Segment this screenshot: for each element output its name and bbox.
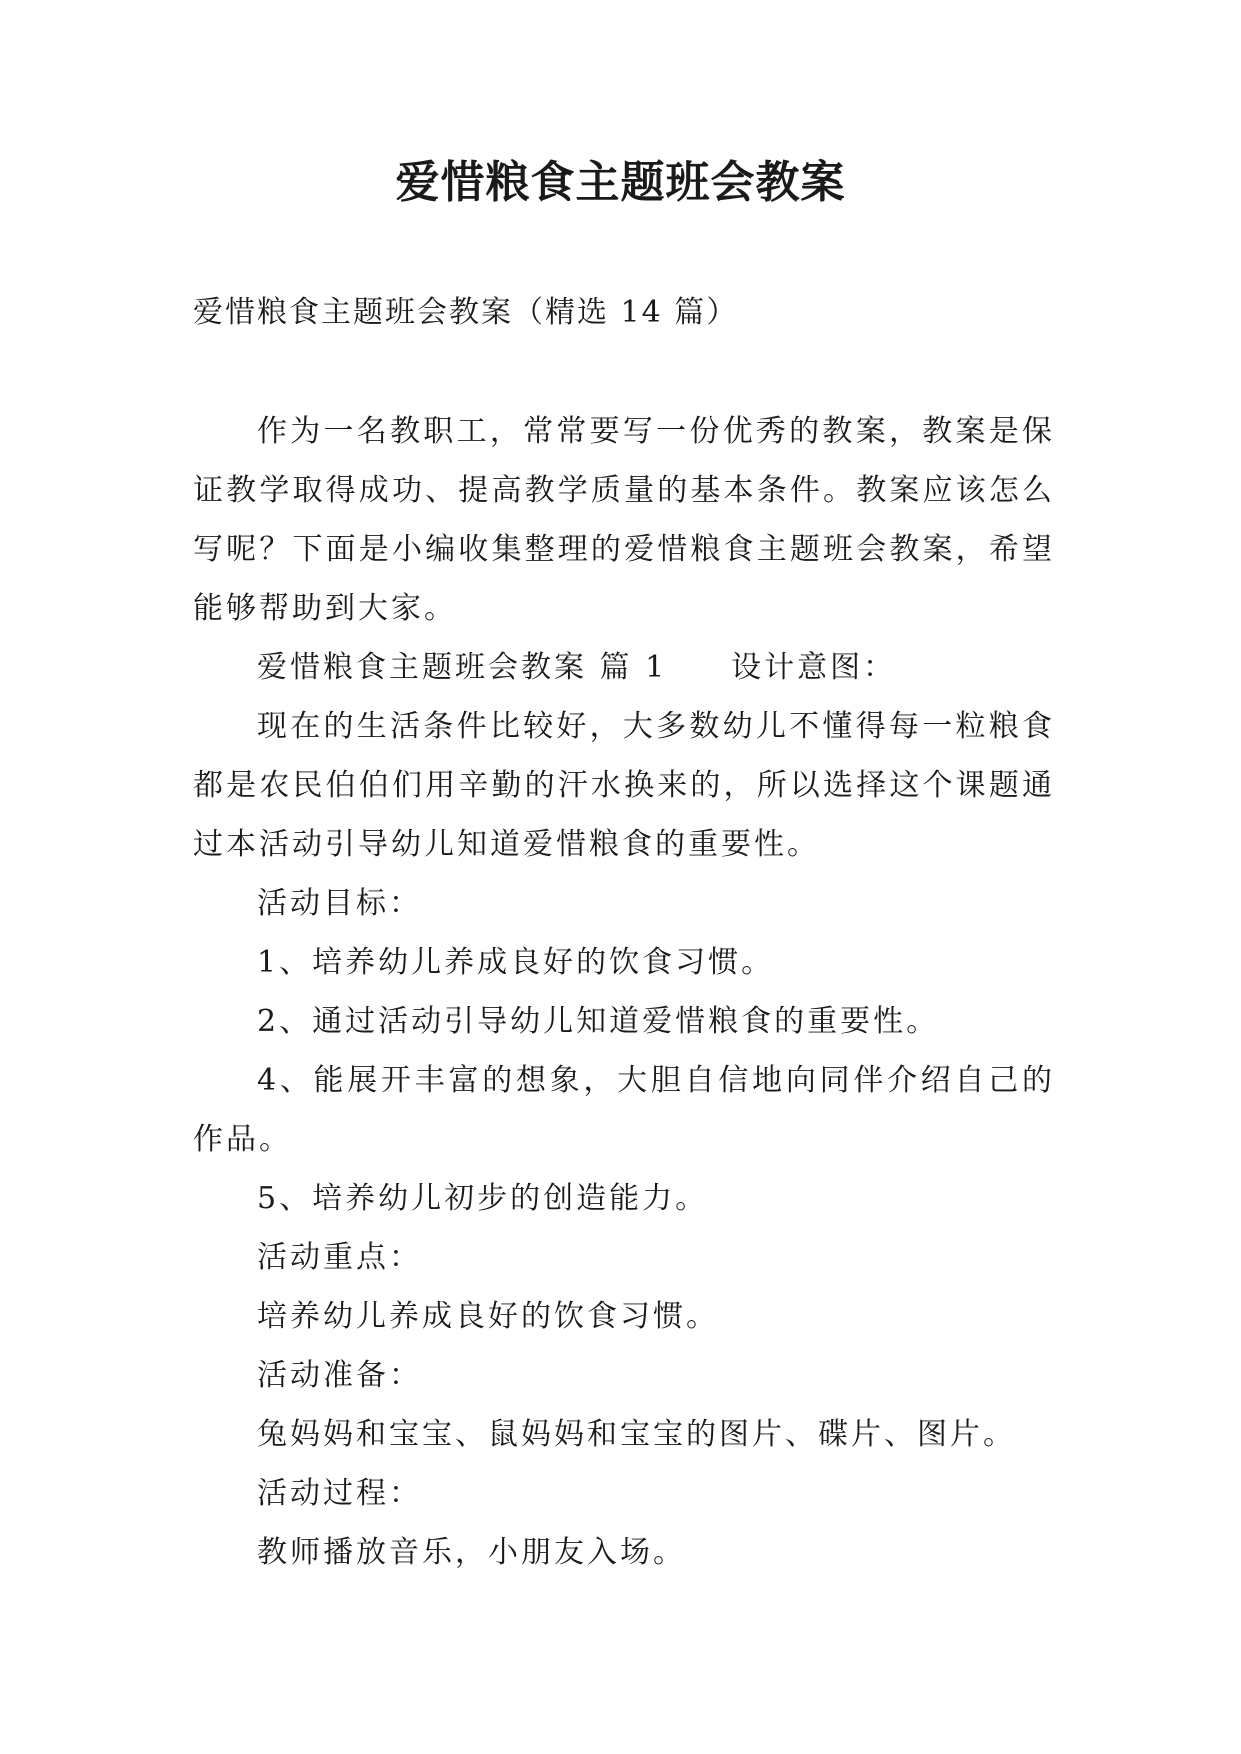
page-title: 爱惜粮食主题班会教案 [395,157,846,208]
focus-label: 活动重点： [257,1240,422,1275]
goal-item-1: 1、培养幼儿养成良好的饮食习惯。 [257,945,775,980]
goal-item-5: 5、培养幼儿初步的创造能力。 [257,1181,709,1216]
focus-text: 培养幼儿养成良好的饮食习惯。 [257,1299,719,1334]
document-subtitle: 爱惜粮食主题班会教案（精选 14 篇） [193,295,739,330]
prep-label: 活动准备： [257,1358,422,1393]
design-label: 设计意图： [731,650,897,685]
section-heading-line [193,638,1055,697]
prep-text: 兔妈妈和宝宝、鼠妈妈和宝宝的图片、碟片、图片。 [257,1417,1016,1452]
document-body [193,402,1055,1582]
design-paragraph: 现在的生活条件比较好，大多数幼儿不懂得每一粒粮食都是农民伯伯们用辛勤的汗水换来的，所以选择这个课题通过本活动引导幼儿知道爱惜粮食的重要性。 [193,709,1055,862]
goal-item-2: 2、通过活动引导幼儿知道爱惜粮食的重要性。 [257,1004,940,1039]
goals-label: 活动目标： [257,886,422,921]
intro-paragraph: 作为一名教职工，常常要写一份优秀的教案，教案是保证教学取得成功、提高教学质量的基本条件。教案应该怎么写呢？下面是小编收集整理的爱惜粮食主题班会教案，希望能够帮助到大家。 [193,414,1055,626]
goal-item-4: 4、能展开丰富的想象，大胆自信地向同伴介绍自己的作品。 [193,1063,1055,1157]
section-heading: 爱惜粮食主题班会教案 篇 1 [257,650,668,685]
process-text: 教师播放音乐，小朋友入场。 [257,1535,686,1570]
process-label: 活动过程： [257,1476,422,1511]
